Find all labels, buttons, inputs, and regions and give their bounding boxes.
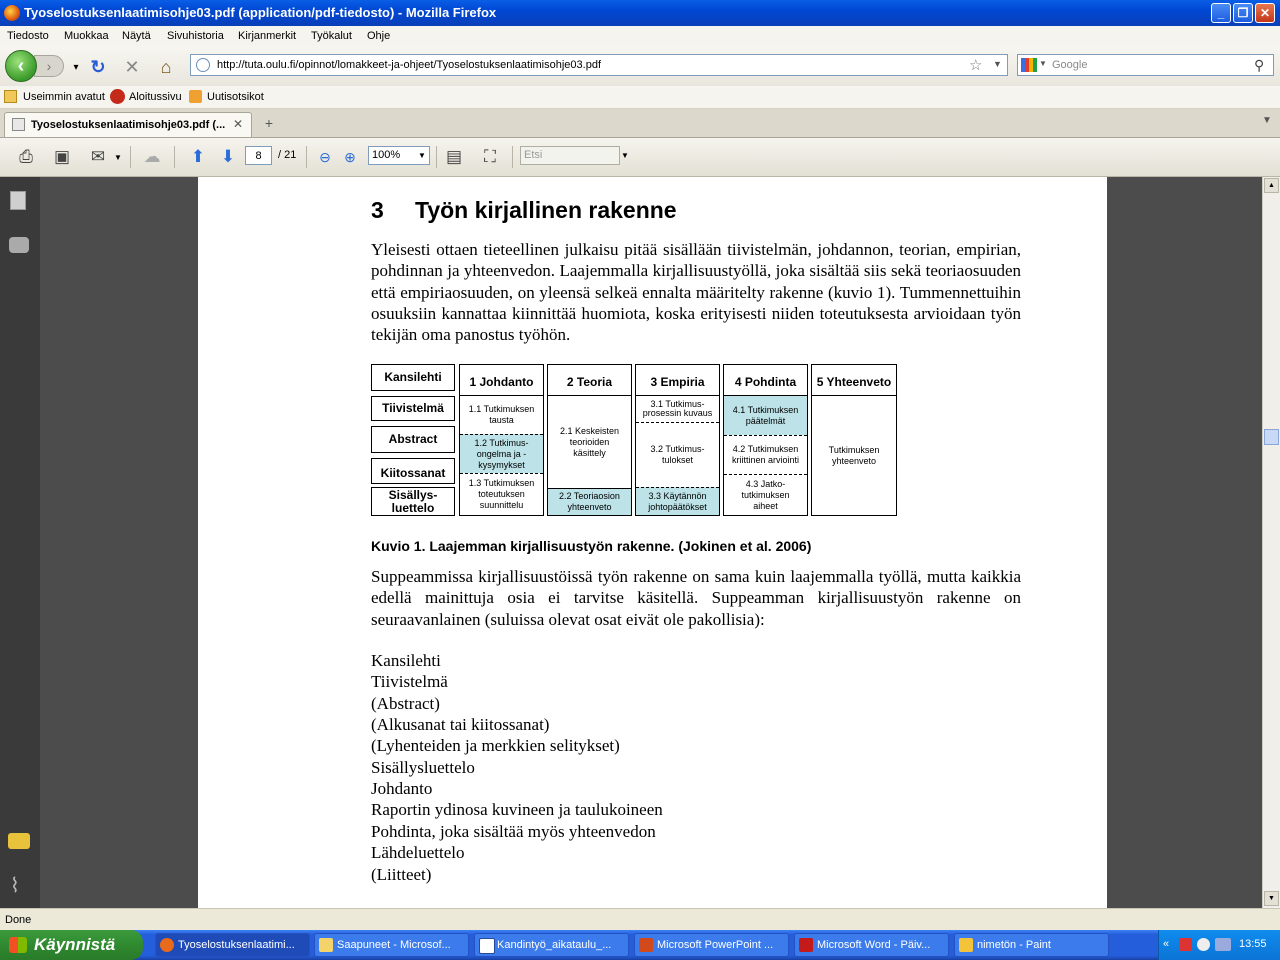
diagram-column-empiria — [635, 364, 720, 516]
scroll-down-button[interactable]: ▼ — [1264, 891, 1279, 906]
save-icon[interactable]: ▣ — [53, 147, 71, 166]
diagram-section: 4.2 Tutkimuksen kriittinen arviointi — [724, 435, 807, 474]
search-engine-dropdown-icon[interactable]: ▼ — [1039, 59, 1047, 68]
scroll-thumb[interactable] — [1264, 429, 1279, 445]
list-item: Raportin ydinosa kuvineen ja taulukoineen — [371, 800, 663, 819]
close-button[interactable]: ✕ — [1255, 3, 1275, 23]
structure-diagram — [371, 364, 901, 516]
folder-icon — [4, 90, 17, 103]
diagram-column-head: 5 Yhteenveto — [812, 365, 896, 396]
diagram-label-abstract: Abstract — [388, 432, 438, 446]
pdf-toolbar — [0, 138, 1280, 177]
pdf-page — [198, 177, 1107, 908]
diagram-left-box — [371, 458, 455, 484]
toolbar-separator — [306, 146, 307, 168]
heading-number: 3 — [371, 197, 384, 223]
zoom-out-icon[interactable]: ⊖ — [319, 149, 331, 165]
paperclip-icon[interactable]: ⌇ — [10, 875, 20, 897]
google-icon[interactable] — [1021, 58, 1037, 72]
back-button[interactable]: ‹ — [5, 50, 37, 82]
maximize-button[interactable]: ❐ — [1233, 3, 1253, 23]
diagram-section: 3.1 Tutkimus-prosessin kuvaus — [642, 399, 713, 418]
diagram-section: 4.3 Jatko-tutkimuksen aiheet — [724, 474, 807, 515]
section-heading: Työn kirjallinen rakenne — [415, 197, 677, 223]
list-item: (Liitteet) — [371, 865, 432, 884]
paint-icon — [959, 938, 973, 952]
comments-icon[interactable] — [8, 833, 30, 849]
menu-tyokalut[interactable]: Työkalut — [311, 30, 352, 42]
tray-security-icon[interactable] — [1179, 938, 1192, 951]
collaborate-icon[interactable]: ☁ — [143, 147, 161, 166]
email-icon[interactable]: ✉ — [90, 147, 106, 166]
word-icon — [799, 938, 813, 952]
search-bar[interactable] — [1017, 54, 1274, 76]
list-item: (Alkusanat tai kiitossanat) — [371, 715, 550, 734]
rss-feed-icon — [189, 90, 202, 103]
home-icon[interactable]: ⌂ — [160, 57, 172, 77]
diagram-column-yhteenveto — [811, 364, 897, 516]
paragraph-structure: Suppeammissa kirjallisuustöissä työn rakenne on sama kuin laajemmalla työllä, mutta kaikkia edellä mainittuja osia ei tarvitse käsitellä. Suppeamman kirjallisuustyön rakenne on seuraavanlainen (suluissa olevat osat eivät ole pakollisia): — [371, 567, 1021, 629]
zoom-in-icon[interactable]: ⊕ — [344, 149, 356, 165]
diagram-column-teoria — [547, 364, 632, 516]
tab-list-dropdown-icon[interactable]: ▼ — [1262, 115, 1272, 126]
zoom-dropdown-icon[interactable]: ▼ — [418, 151, 426, 160]
powerpoint-icon — [639, 938, 653, 952]
zoom-value: 100% — [372, 149, 401, 161]
forward-button[interactable]: › — [34, 55, 64, 77]
system-tray — [1158, 930, 1280, 960]
diagram-section: 1.1 Tutkimuksen tausta — [468, 404, 535, 425]
start-label: Käynnistä — [34, 935, 116, 954]
list-item: Pohdinta, joka sisältää myös yhteenvedon — [371, 822, 656, 841]
bookmark-uutisotsikot[interactable]: Uutisotsikot — [207, 91, 264, 103]
diagram-section: 3.2 Tutkimus-tulokset — [636, 422, 719, 487]
menu-ohje[interactable]: Ohje — [367, 30, 391, 42]
status-bar — [0, 908, 1280, 931]
firefox-icon — [4, 5, 20, 21]
fit-page-icon[interactable]: ▤ — [445, 147, 463, 166]
diagram-section: 4.1 Tutkimuksen päätelmät — [724, 396, 807, 435]
tab-label: Tyoselostuksenlaatimisohje03.pdf (... — [31, 119, 226, 131]
bookmark-useimmin-avatut[interactable]: Useimmin avatut — [23, 91, 105, 103]
list-item: Sisällysluettelo — [371, 758, 475, 777]
menu-muokkaa[interactable]: Muokkaa — [64, 30, 109, 42]
scroll-up-button[interactable]: ▲ — [1264, 178, 1279, 193]
minimize-button[interactable]: _ — [1211, 3, 1231, 23]
tab-bar — [0, 109, 1280, 138]
find-input[interactable]: Etsi — [520, 146, 620, 165]
zoom-select[interactable] — [368, 146, 430, 165]
vertical-scrollbar[interactable] — [1262, 177, 1280, 908]
pdf-navigation-pane — [0, 177, 40, 908]
taskbar-item-label: Microsoft PowerPoint ... — [657, 939, 774, 951]
url-bar[interactable] — [190, 54, 1008, 76]
taskbar-item-outlook[interactable] — [314, 933, 469, 957]
previous-page-icon[interactable]: ⬆ — [190, 147, 206, 166]
outlook-icon — [319, 938, 333, 952]
list-item: Johdanto — [371, 779, 433, 798]
page-total: / 21 — [278, 149, 297, 161]
start-button[interactable] — [0, 930, 143, 960]
menu-kirjanmerkit[interactable]: Kirjanmerkit — [238, 30, 297, 42]
find-dropdown-icon[interactable]: ▼ — [621, 151, 629, 160]
page-number-input[interactable]: 8 — [245, 146, 272, 165]
bookmark-star-icon[interactable]: ☆ — [969, 57, 983, 74]
figure-caption: Kuvio 1. Laajemman kirjallisuustyön rakenne. (Jokinen et al. 2006) — [371, 538, 812, 554]
document-icon — [12, 118, 25, 131]
tray-expand-icon[interactable]: « — [1163, 938, 1170, 950]
site-identity-icon[interactable] — [196, 58, 210, 72]
taskbar-item-powerpoint[interactable] — [634, 933, 789, 957]
diagram-section: 2.1 Keskeisten teorioiden käsittely — [559, 425, 620, 458]
list-item: Tiivistelmä — [371, 672, 448, 691]
list-item: (Lyhenteiden ja merkkien selitykset) — [371, 736, 620, 755]
windows-taskbar — [0, 930, 1280, 960]
taskbar-item-firefox[interactable] — [155, 933, 310, 957]
toolbar-separator — [130, 146, 131, 168]
menu-tiedosto[interactable]: Tiedosto — [7, 30, 49, 42]
bookmark-aloitussivu[interactable]: Aloitussivu — [129, 91, 182, 103]
taskbar-item-label: Kandintyö_aikataulu_... — [497, 939, 612, 951]
search-placeholder: Google — [1052, 59, 1088, 71]
taskbar-item-label: Microsoft Word - Päiv... — [817, 939, 931, 951]
list-item: Kansilehti — [371, 651, 441, 670]
taskbar-item-paint[interactable] — [954, 933, 1109, 957]
print-icon[interactable]: ⎙ — [19, 147, 33, 166]
list-item: (Abstract) — [371, 694, 440, 713]
diagram-left-box — [371, 487, 455, 516]
search-icon[interactable]: ⚲ — [1254, 57, 1265, 73]
status-text: Done — [5, 914, 32, 926]
menu-nayta[interactable]: Näytä — [122, 30, 151, 42]
windows-logo-icon — [9, 937, 27, 953]
diagram-left-box — [371, 426, 455, 453]
diagram-section: 1.3 Tutkimuksen toteutuksen suunnittelu — [460, 473, 543, 515]
diagram-column-head: 3 Empiria — [636, 365, 719, 396]
bookmarks-toolbar — [0, 86, 1280, 109]
list-item: Lähdeluettelo — [371, 843, 465, 862]
diagram-section: 3.3 Käytännön johtopäätökset — [636, 487, 719, 515]
reload-icon[interactable]: ↻ — [90, 57, 106, 77]
diagram-column-pohdinta — [723, 364, 808, 516]
toolbar-separator — [436, 146, 437, 168]
toolbar-separator — [512, 146, 513, 168]
clock: 13:55 — [1239, 938, 1267, 950]
diagram-label-tiivistelma: Tiivistelmä — [382, 401, 444, 415]
new-tab-button[interactable]: + — [264, 115, 274, 131]
email-dropdown-icon[interactable]: ▼ — [114, 153, 122, 162]
tray-wireless-icon[interactable] — [1215, 938, 1231, 951]
taskbar-item-label: Tyoselostuksenlaatimi... — [178, 939, 295, 951]
diagram-column-head: 1 Johdanto — [460, 365, 543, 396]
url-dropdown-icon[interactable]: ▼ — [993, 59, 1002, 69]
diagram-column-johdanto — [459, 364, 544, 516]
taskbar-item-label: Saapuneet - Microsof... — [337, 939, 451, 951]
history-dropdown-icon[interactable]: ▾ — [73, 62, 79, 73]
taskbar-item-word[interactable] — [794, 933, 949, 957]
paragraph-intro: Yleisesti ottaen tieteellinen julkaisu pitää sisällään tiivistelmän, johdannon, teorian, empirian, pohdinnan ja yhteenvedon. Laajemmalla kirjallisuustyöllä, joka sisältää siis sekä teoriaosuuden että empiriaosuuden, on yleensä selkeä ennalta määritelty rakenne (kuvio 1). Tummennettuihin osuuksiin kannattaa kiinnittää huomiota, koska erityisesti niiden toteutuksesta arvioidaan työn tekijän oma panostus työhön. — [371, 240, 1021, 345]
diagram-column-head: 2 Teoria — [548, 365, 631, 396]
word-icon — [479, 938, 495, 954]
window-title-bar — [0, 0, 1280, 26]
attachments-search-icon[interactable] — [9, 237, 29, 253]
fit-width-icon[interactable]: ⛶ — [484, 147, 496, 166]
stop-icon[interactable]: ✕ — [124, 57, 140, 77]
taskbar-item-word-doc[interactable] — [474, 933, 629, 957]
diagram-label-sisallysluettelo: Sisällys-luettelo — [388, 487, 438, 515]
menu-bar — [0, 26, 1280, 46]
diagram-left-box — [371, 364, 455, 391]
diagram-label-kansilehti: Kansilehti — [384, 370, 442, 384]
diagram-label-kiitossanat: Kiitossanat — [380, 465, 446, 480]
window-title: Tyoselostuksenlaatimisohje03.pdf (application/pdf-tiedosto) - Mozilla Firefox — [24, 5, 497, 20]
diagram-column-head: 4 Pohdinta — [724, 365, 807, 396]
tab-close-icon[interactable]: ✕ — [233, 117, 244, 131]
url-text: http://tuta.oulu.fi/opinnot/lomakkeet-ja-ohjeet/Tyoselostuksenlaatimisohje03.pdf — [217, 59, 602, 71]
tab-pdf[interactable] — [4, 112, 252, 137]
pages-icon[interactable] — [10, 191, 26, 210]
toolbar-separator — [174, 146, 175, 168]
tray-network-icon[interactable] — [1197, 938, 1210, 951]
diagram-section: 2.2 Teoriaosion yhteenveto — [548, 488, 631, 515]
taskbar-item-label: nimetön - Paint — [977, 939, 1051, 951]
diagram-left-box — [371, 396, 455, 421]
diagram-section: Tutkimuksen yhteenveto — [828, 444, 880, 466]
pdf-viewer[interactable] — [40, 177, 1262, 908]
bookmark-icon — [110, 89, 125, 104]
menu-sivuhistoria[interactable]: Sivuhistoria — [167, 30, 224, 42]
firefox-icon — [160, 938, 174, 952]
next-page-icon[interactable]: ⬇ — [220, 147, 236, 166]
diagram-section: 1.2 Tutkimus-ongelma ja -kysymykset — [460, 434, 543, 473]
